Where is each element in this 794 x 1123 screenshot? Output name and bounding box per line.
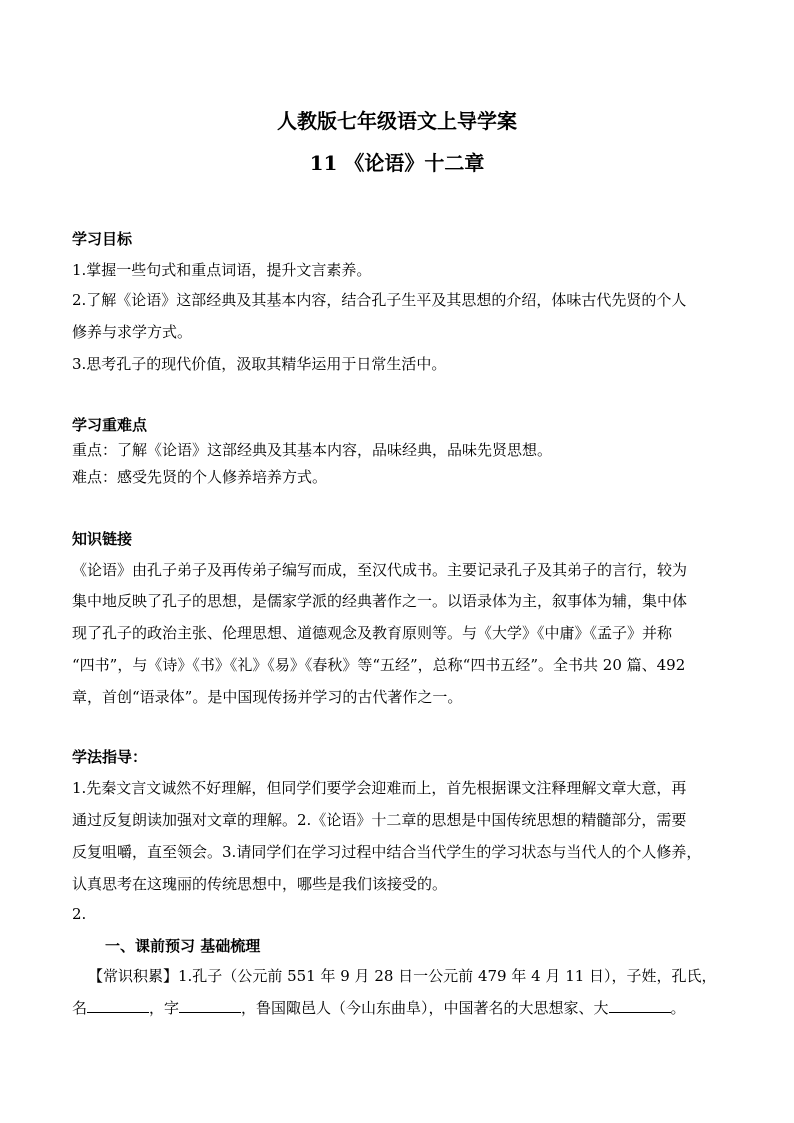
document-title: 人教版七年级语文上导学案 bbox=[277, 109, 517, 133]
knowledge-line: “四书”，与《诗》《书》《礼》《易》《春秋》等“五经”，总称“四书五经”。全书共 20 篇、492 bbox=[72, 656, 686, 674]
objective-line: 3.思考孔子的现代价值，汲取其精华运用于日常生活中。 bbox=[72, 355, 447, 373]
preview-text: ，鲁国陬邑人（今山东曲阜），中国著名的大思想家、大 bbox=[241, 999, 609, 1017]
fill-blank-name[interactable] bbox=[87, 998, 149, 1013]
method-line: 认真思考在这瑰丽的传统思想中，哪些是我们该接受的。 bbox=[72, 875, 448, 893]
method-line: 2. bbox=[72, 905, 87, 923]
preview-line-with-blanks bbox=[72, 997, 724, 1018]
objective-line: 修养与求学方式。 bbox=[72, 323, 193, 341]
knowledge-line: 章，首创“语录体”。是中国现传扬并学习的古代著作之一。 bbox=[72, 688, 463, 706]
objective-line: 2.了解《论语》这部经典及其基本内容，结合孔子生平及其思想的介绍，体味古代先贤的个人 bbox=[72, 291, 687, 309]
preview-text: 。 bbox=[670, 999, 686, 1017]
preview-text: ，字 bbox=[149, 999, 180, 1017]
preview-heading: 一、课前预习 基础梳理 bbox=[105, 937, 261, 955]
fill-blank-courtesy-name[interactable] bbox=[179, 998, 241, 1013]
key-point-line: 难点：感受先贤的个人修养培养方式。 bbox=[72, 468, 328, 486]
knowledge-line: 现了孔子的政治主张、伦理思想、道德观念及教育原则等。与《大学》《中庸》《孟子》并称 bbox=[72, 624, 673, 642]
knowledge-line: 《论语》由孔子弟子及再传弟子编写而成，至汉代成书。主要记录孔子及其弟子的言行，较为 bbox=[72, 561, 688, 579]
method-line: 通过反复朗读加强对文章的理解。2.《论语》十二章的思想是中国传统思想的精髓部分，需要 bbox=[72, 811, 687, 829]
key-point-line: 重点：了解《论语》这部经典及其基本内容，品味经典，品味先贤思想。 bbox=[72, 441, 553, 459]
method-line: 1.先秦文言文诚然不好理解，但同学们要学会迎难而上，首先根据课文注释理解文章大意，再 bbox=[72, 779, 687, 797]
knowledge-line: 集中地反映了孔子的思想，是儒家学派的经典著作之一。以语录体为主，叙事体为辅，集中体 bbox=[72, 592, 688, 610]
document-subtitle: 11 《论语》十二章 bbox=[309, 151, 485, 175]
method-heading: 学法指导： bbox=[72, 748, 148, 766]
knowledge-heading: 知识链接 bbox=[72, 530, 133, 548]
preview-text: 名 bbox=[72, 999, 88, 1017]
key-points-heading: 学习重难点 bbox=[72, 416, 148, 434]
preview-line: 【常识积累】1.孔子（公元前 551 年 9 月 28 日一公元前 479 年 4 月 11 日），子姓，孔氏， bbox=[88, 967, 717, 985]
objective-line: 1.掌握一些句式和重点词语，提升文言素养。 bbox=[72, 261, 372, 279]
fill-blank-title[interactable] bbox=[609, 998, 671, 1013]
objectives-heading: 学习目标 bbox=[72, 230, 133, 248]
method-line: 反复咀嚼，直至领会。3.请同学们在学习过程中结合当代学生的学习状态与当代人的个人修养， bbox=[72, 843, 702, 861]
